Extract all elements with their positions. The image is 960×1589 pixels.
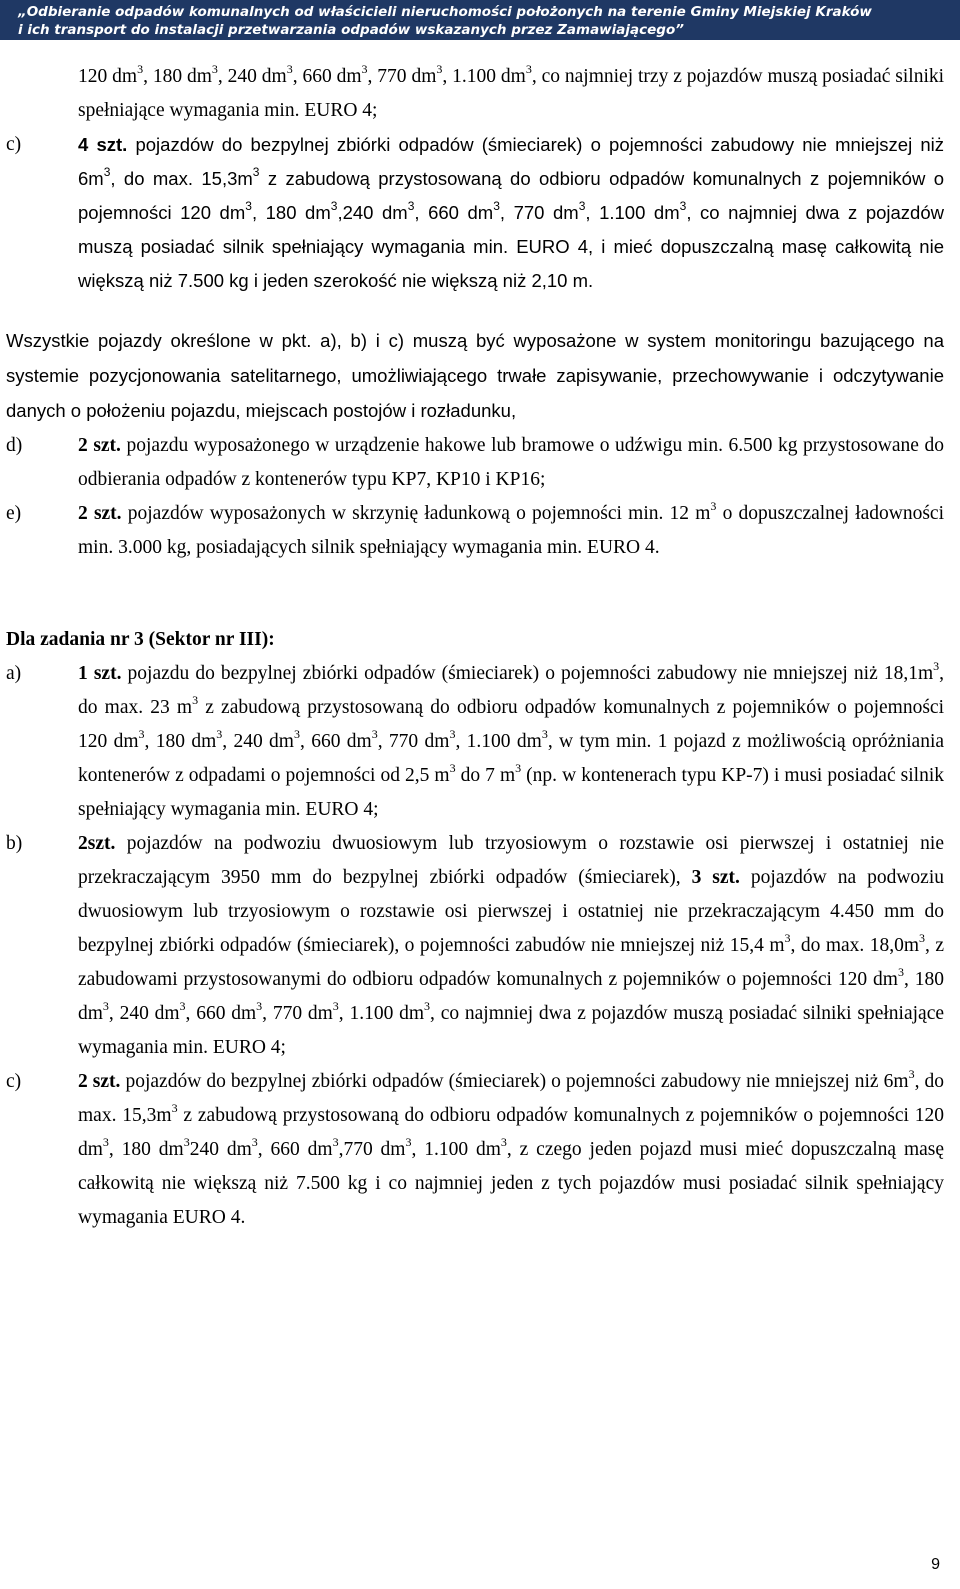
item-quantity: 2szt. bbox=[78, 833, 116, 854]
item-text: pojazdów wyposażonych w skrzynię ładunkową o pojemności min. 12 $m^3$ o dopuszczalnej ładowności min. 3.000 kg, posiadających silnik spełniający wymagania min. EURO 4. bbox=[78, 499, 945, 558]
header-line-2: i ich transport do instalacji przetwarzania odpadów wskazanych przez Zamawiającego” bbox=[18, 22, 684, 38]
item-text: pojazdów do bezpylnej zbiórki odpadów (śmieciarek) o pojemności zabudowy nie mniejszej niż $6m^3$, do max. $15,3m^3$ z zabudową przystosowaną do odbioru odpadów komunalnych z pojemników o pojemności 120 $dm^3$, 180 $dm^3240$ $dm^3$, 660 $dm^3,770$ $dm^3$, 1.100 $dm^3$, z czego jeden pojazd musi mieć dopuszczalną masę całkowitą nie większą niż 7.500 kg i co najmniej jeden z tych pojazdów musi posiadać silnik spełniający wymagania EURO 4. bbox=[78, 1067, 945, 1228]
item-text: pojazdów do bezpylnej zbiórki odpadów (śmieciarek) o pojemności zabudowy nie mniejszej niż $6m^3$, do max. $15,3m^3$ z zabudową przystosowaną do odbioru odpadów komunalnych z pojemników o pojemności 120 $dm^3$, 180 $dm^3,240$ $dm^3$, 660 $dm^3$, 770 $dm^3$, 1.100 $dm^3$, co najmniej dwa z pojazdów muszą posiadać silnik spełniający wymagania min. EURO 4, i mieć dopuszczalną masę całkowitą nie większą niż 7.500 kg i jeden szerokość nie większą niż 2,10 m. bbox=[78, 134, 945, 291]
paragraph-text: Wszystkie pojazdy określone w pkt. a), b) i c) muszą być wyposażone w system monitoringu bazującego na systemie pozycjonowania satelitarnego, umożliwiającego trwałe zapisywanie, przechowywanie i odczytywanie danych o położeniu pojazdu, miejscach postojów i rozładunku, bbox=[6, 330, 944, 421]
item-label: b) bbox=[6, 833, 23, 854]
item-label: c) bbox=[6, 134, 22, 155]
item-label: a) bbox=[6, 663, 22, 684]
list-item-c bbox=[6, 128, 944, 298]
list-item-continuation bbox=[6, 60, 944, 128]
header-line-1: „Odbieranie odpadów komunalnych od właścicieli nieruchomości położonych na terenie Gminy Miejskiej Kraków bbox=[18, 4, 872, 20]
document-body bbox=[6, 60, 944, 1235]
document-header bbox=[0, 0, 960, 40]
item-label: d) bbox=[6, 435, 23, 456]
item-text: pojazdu do bezpylnej zbiórki odpadów (śmieciarek) o pojemności zabudowy nie mniejszej niż $18,1m^3$, do max. 23 $m^3$ z zabudową przystosowaną do odbioru odpadów komunalnych z pojemników o pojemności 120 $dm^3$, 180 $dm^3$, 240 $dm^3$, 660 $dm^3$, 770 $dm^3$, 1.100 $dm^3$, w tym min. 1 pojazd z możliwością opróżniania kontenerów z odpadami o pojemności od 2,5 $m^3$ do 7 $m^3$ (np. w kontenerach typu KP-7) i musi posiadać silnik spełniający wymagania min. EURO 4; bbox=[78, 659, 945, 820]
item-text-2: pojazdów na podwoziu dwuosiowym lub trzyosiowym o rozstawie osi pierwszej i ostatniej nie przekraczającym 4.450 mm do bezpylnej zbiórki odpadów (śmieciarek), o pojemności zabudów nie mniejszej niż 15,4 $m^3$, do max. $18,0m^3$, z zabudowami przystosowanymi do odbioru odpadów komunalnych z pojemników o pojemności 120 $dm^3$, 180 $dm^3$, 240 $dm^3$, 660 $dm^3$, 770 $dm^3$, 1.100 $dm^3$, co najmniej dwa z pojazdów muszą posiadać silniki spełniające wymagania min. EURO 4; bbox=[78, 867, 945, 1058]
item-quantity: 2 szt. bbox=[78, 1071, 121, 1092]
page-number: 9 bbox=[931, 1556, 940, 1573]
paragraph-monitoring bbox=[6, 324, 944, 429]
item-text: pojazdów na podwoziu dwuosiowym lub trzyosiowym o rozstawie osi pierwszej i ostatniej nie przekraczającym 3950 mm do bezpylnej zbiórki odpadów (śmieciarek), bbox=[78, 833, 944, 888]
list-item-d bbox=[6, 429, 944, 497]
list-item-e bbox=[6, 497, 944, 565]
item-label: e) bbox=[6, 503, 22, 524]
item-quantity: 4 szt. bbox=[78, 134, 128, 155]
item-quantity-2: 3 szt. bbox=[691, 867, 740, 888]
list-item-c-2 bbox=[6, 1065, 944, 1235]
item-text: pojazdu wyposażonego w urządzenie hakowe lub bramowe o udźwigu min. 6.500 kg przystosowane do odbierania odpadów z kontenerów typu KP7, KP10 i KP16; bbox=[78, 435, 945, 490]
section-title: Dla zadania nr 3 (Sektor nr III): bbox=[6, 629, 275, 650]
item-quantity: 1 szt. bbox=[78, 663, 122, 684]
item-text: 120 $dm^3$, 180 $dm^3$, 240 $dm^3$, 660 $dm^3$, 770 $dm^3$, 1.100 $dm^3$, co najmniej trzy z pojazdów muszą posiadać silniki spełniające wymagania min. EURO 4; bbox=[78, 62, 945, 121]
list-item-a bbox=[6, 657, 944, 827]
item-quantity: 2 szt. bbox=[78, 435, 121, 456]
item-label: c) bbox=[6, 1071, 22, 1092]
list-item-b bbox=[6, 827, 944, 1065]
item-quantity: 2 szt. bbox=[78, 503, 122, 524]
